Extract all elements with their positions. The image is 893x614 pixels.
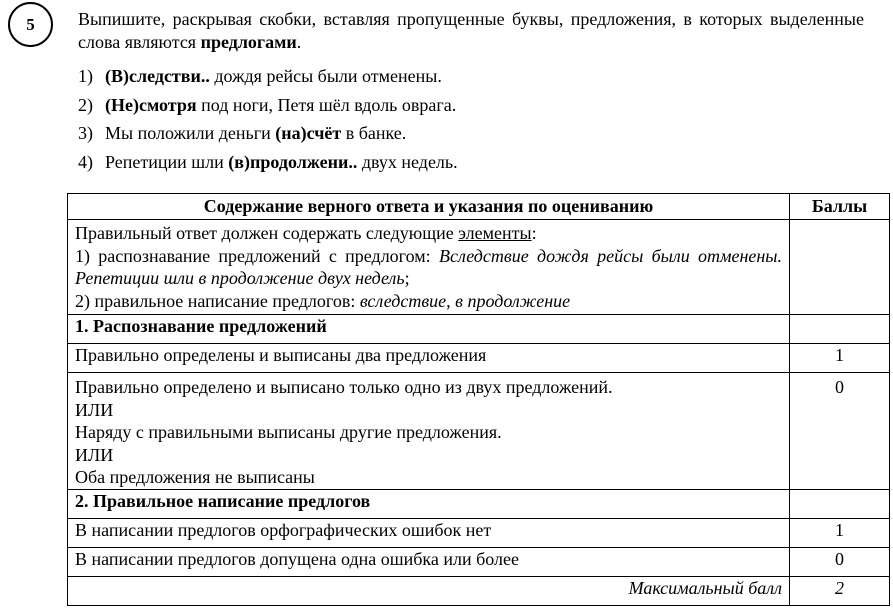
header-points: Баллы (790, 194, 890, 220)
answer-elements-word: элементы (458, 223, 532, 243)
option-2 (78, 91, 858, 120)
option-number: 2) (78, 94, 93, 115)
option-text: в банке. (341, 123, 407, 143)
option-bold: (В)следстви.. (105, 66, 210, 86)
option-bold: (в)продолжени.. (228, 151, 358, 172)
criterion-row (68, 518, 890, 547)
option-number: 3) (78, 123, 93, 143)
criterion-text: Правильно определены и выписаны два предложения (68, 344, 790, 373)
criterion-points: 1 (790, 344, 890, 373)
criterion-row (68, 373, 890, 490)
max-score-value (790, 576, 890, 605)
task-text-end: . (296, 32, 302, 52)
option-text: под ноги, Петя шёл вдоль оврага. (196, 94, 457, 115)
criterion-line: Правильно определено и выписано только одно из двух предложений. (75, 377, 613, 397)
task-bold-word: предлогами (200, 32, 297, 52)
answer-item-1-end: ; (404, 268, 410, 288)
max-score-number: 2 (835, 577, 844, 598)
option-bold: (Не)смотря (105, 94, 197, 115)
option-number: 1) (78, 66, 93, 86)
answer-intro-colon: : (531, 223, 537, 243)
answer-points-cell (790, 220, 890, 315)
criterion-text: В написании предлогов орфографических ошибок нет (68, 518, 790, 547)
answer-item-1-sentences: Вследствие дождя рейсы были отменены. Репетиции шли в продолжение двух недель (75, 245, 782, 288)
task-text: Выпишите, раскрывая скобки, вставляя пропущенные буквы, предложения, в которых выделенные слова являются (78, 9, 864, 52)
section-1-points-cell (790, 315, 890, 344)
criterion-row (68, 344, 890, 373)
table-header-row (68, 194, 890, 220)
criterion-points: 1 (790, 518, 890, 547)
criterion-points: 0 (790, 373, 890, 490)
criterion-row (68, 547, 890, 576)
section-2-points-cell (790, 489, 890, 518)
options-list (78, 62, 858, 176)
option-1 (78, 62, 858, 91)
criterion-text: В написании предлогов допущена одна ошибка или более (68, 547, 790, 576)
option-text: двух недель. (357, 151, 458, 172)
task-number-badge: 5 (8, 2, 53, 47)
answer-intro-text: Правильный ответ должен содержать следующие (75, 223, 459, 243)
task-statement (78, 8, 864, 54)
option-4 (78, 148, 858, 177)
answer-item-2-label: 2) правильное написание предлогов: (75, 290, 360, 311)
criterion-text-multi (68, 373, 790, 490)
max-score-row (68, 576, 890, 605)
option-text: дождя рейсы были отменены. (209, 66, 442, 86)
answer-cell (68, 220, 790, 315)
answer-intro (75, 222, 782, 245)
criterion-line: ИЛИ (75, 399, 114, 420)
criterion-line: Наряду с правильными выписаны другие предложения. (75, 422, 502, 442)
option-bold: (на)счёт (275, 123, 342, 143)
criterion-line: Оба предложения не выписаны (75, 467, 315, 487)
section-2-title: 2. Правильное написание предлогов (68, 489, 790, 518)
section-1-row (68, 315, 890, 344)
section-1-title: 1. Распознавание предложений (68, 315, 790, 344)
option-text-pre: Репетиции шли (105, 151, 229, 172)
criterion-line: ИЛИ (75, 444, 114, 465)
answer-row (68, 220, 890, 315)
answer-item-2-prepositions: вследствие, в продолжение (359, 290, 571, 311)
max-score-label: Максимальный балл (68, 576, 790, 605)
criterion-points: 0 (790, 547, 890, 576)
grading-table (67, 193, 890, 606)
answer-item-2 (75, 290, 782, 313)
option-text-pre: Мы положили деньги (105, 123, 276, 143)
option-number: 4) (78, 151, 93, 172)
option-3 (78, 119, 858, 148)
answer-item-1 (75, 245, 782, 290)
answer-item-1-label: 1) распознавание предложений с предлогом: (75, 245, 439, 266)
section-2-row (68, 489, 890, 518)
header-content: Содержание верного ответа и указания по оцениванию (68, 194, 790, 220)
